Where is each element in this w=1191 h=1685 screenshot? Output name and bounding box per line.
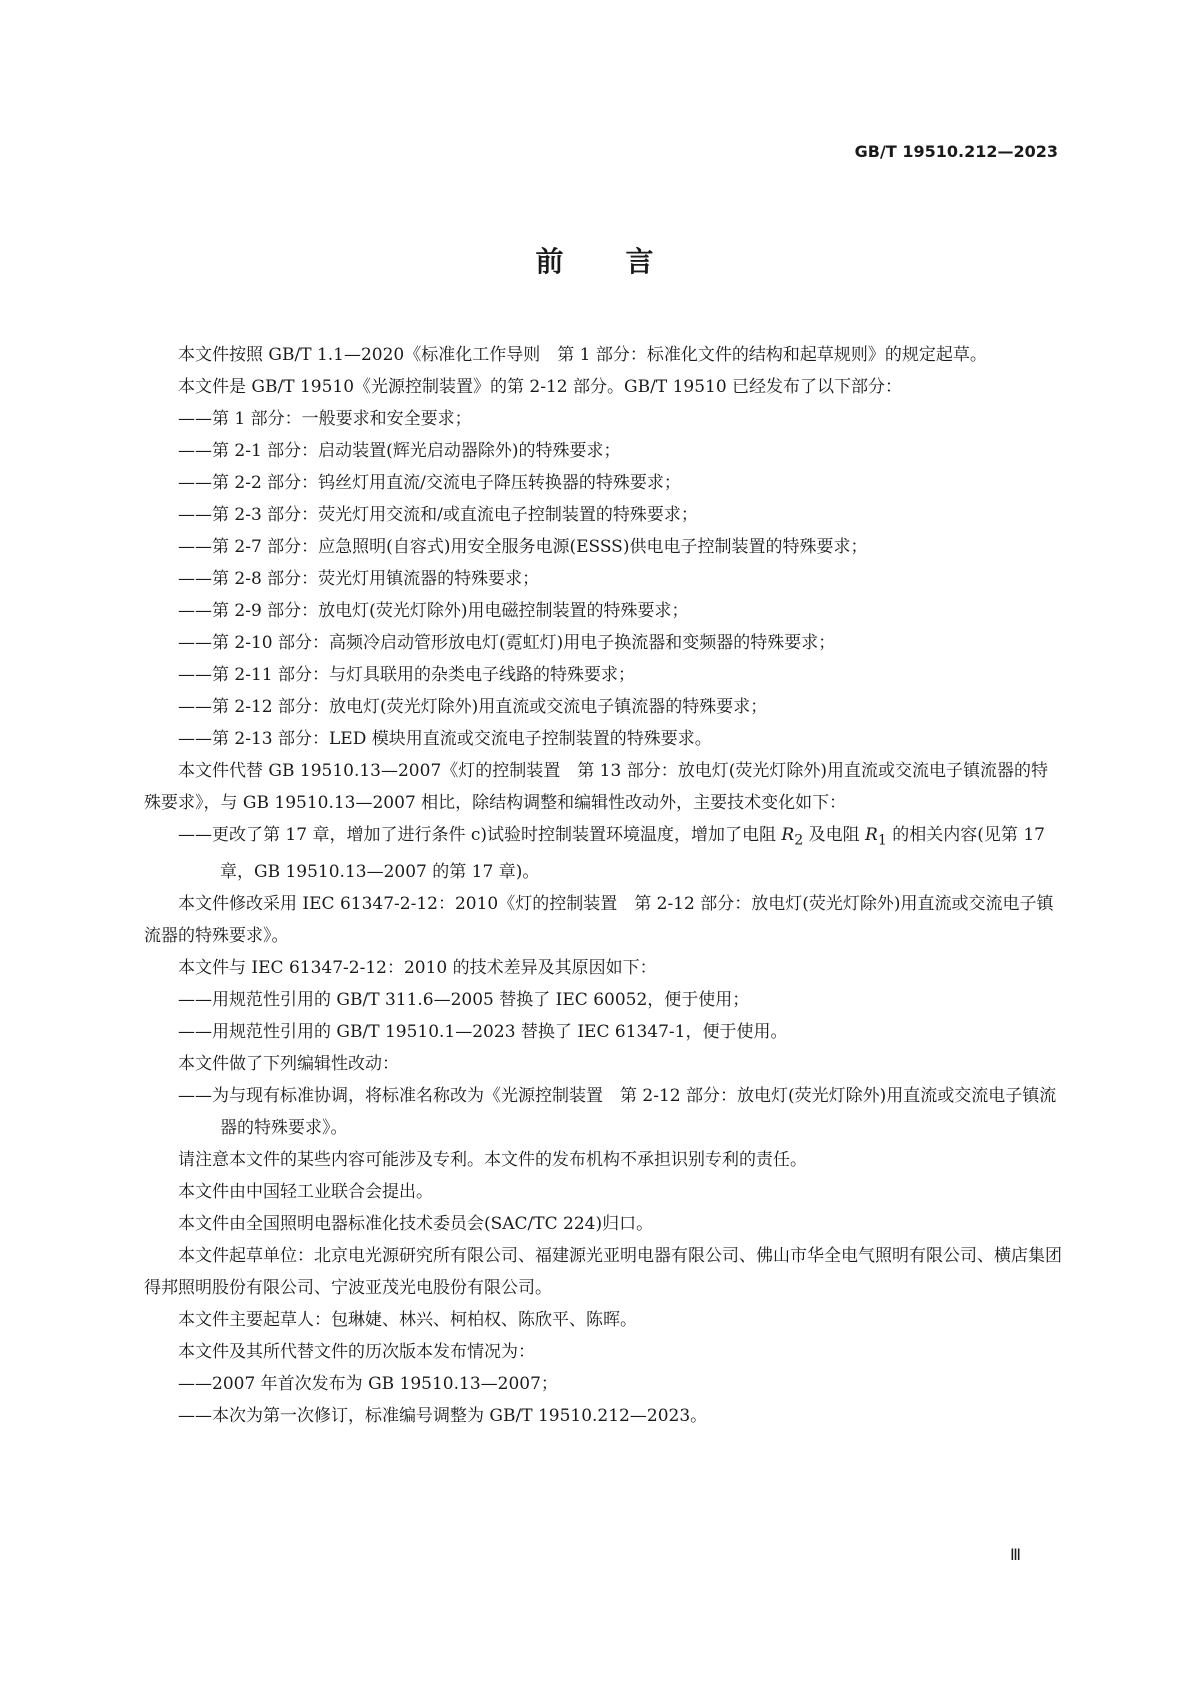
list-item-history: ——本次为第一次修订，标准编号调整为 GB/T 19510.212—2023。 (178, 1406, 708, 1427)
list-item-part: ——第 2-11 部分：与灯具联用的杂类电子线路的特殊要求； (178, 665, 635, 685)
list-item-part: ——第 2-1 部分：启动装置(辉光启动器除外)的特殊要求； (178, 441, 621, 461)
title-char-2: 言 (625, 245, 656, 278)
title-char-1: 前 (535, 245, 566, 278)
paragraph-replaces: 本文件代替 GB 19510.13—2007《灯的控制装置 第 13 部分：放电灯(荧光灯除外)用直流或交流电子镇流器的特殊要求》，与 GB 19510.13—2007 相比，除结构调整和编辑性改动外，主要技术变化如下： (144, 761, 1048, 813)
change-text-3: 的相关内容(见第 17 章，GB 19510.13—2007 的第 17 章)。 (220, 825, 1045, 883)
paragraph-editorial-changes: 本文件做了下列编辑性改动： (178, 1054, 399, 1075)
resistor-r1: R (865, 825, 878, 845)
paragraph-version-history: 本文件及其所代替文件的历次版本发布情况为： (178, 1342, 535, 1363)
paragraph-drafters: 本文件主要起草人：包琳婕、林兴、柯柏权、陈欣平、陈晖。 (178, 1310, 637, 1331)
standard-number: GB/T 19510.212—2023 (854, 142, 1058, 161)
change-text-2: 及电阻 (803, 825, 866, 845)
list-item-part: ——第 2-8 部分：荧光灯用镇流器的特殊要求； (178, 569, 540, 589)
list-item-difference: ——用规范性引用的 GB/T 311.6—2005 替换了 IEC 60052，便于使用； (178, 990, 750, 1011)
list-item-change (144, 819, 1062, 888)
paragraph-iec-adoption: 本文件修改采用 IEC 61347-2-12：2010《灯的控制装置 第 2-12 部分：放电灯(荧光灯除外)用直流或交流电子镇流器的特殊要求》。 (144, 894, 1054, 947)
list-item-history: ——2007 年首次发布为 GB 19510.13—2007； (178, 1374, 558, 1395)
paragraph-drafting-rules: 本文件按照 GB/T 1.1—2020《标准化工作导则 第 1 部分：标准化文件的结构和起草规则》的规定起草。 (178, 345, 987, 365)
page-title (0, 240, 1191, 280)
list-item-part: ——第 2-7 部分：应急照明(自容式)用安全服务电源(ESSS)供电电子控制装置的特殊要求； (178, 537, 868, 557)
list-item-part: ——第 2-9 部分：放电灯(荧光灯除外)用电磁控制装置的特殊要求； (178, 601, 689, 621)
paragraph-drafting-units: 本文件起草单位：北京电光源研究所有限公司、福建源光亚明电器有限公司、佛山市华全电气照明有限公司、横店集团得邦照明股份有限公司、宁波亚茂光电股份有限公司。 (144, 1246, 1062, 1299)
list-item-editorial: ——为与现有标准协调，将标准名称改为《光源控制装置 第 2-12 部分：放电灯(荧光灯除外)用直流或交流电子镇流器的特殊要求》。 (178, 1086, 1057, 1139)
paragraph-proposer: 本文件由中国轻工业联合会提出。 (178, 1182, 433, 1203)
list-item-part: ——第 2-13 部分：LED 模块用直流或交流电子控制装置的特殊要求。 (178, 729, 712, 749)
paragraph-committee: 本文件由全国照明电器标准化技术委员会(SAC/TC 224)归口。 (178, 1214, 654, 1235)
resistor-r2: R (781, 825, 795, 845)
page-number: Ⅲ (1009, 1545, 1021, 1564)
paragraph-patent-notice: 请注意本文件的某些内容可能涉及专利。本文件的发布机构不承担识别专利的责任。 (178, 1150, 807, 1171)
list-item-part: ——第 2-12 部分：放电灯(荧光灯除外)用直流或交流电子镇流器的特殊要求； (178, 697, 768, 717)
change-text-1: ——更改了第 17 章，增加了进行条件 c)试验时控制装置环境温度，增加了电阻 (178, 825, 782, 845)
list-item-part: ——第 1 部分：一般要求和安全要求； (178, 409, 472, 429)
resistor-r2-subscript: 2 (794, 832, 804, 849)
resistor-r1-subscript: 1 (877, 832, 887, 849)
foreword-body (144, 339, 1062, 1432)
list-item-difference: ——用规范性引用的 GB/T 19510.1—2023 替换了 IEC 61347-1，便于使用。 (178, 1022, 788, 1043)
list-item-part: ——第 2-2 部分：钨丝灯用直流/交流电子降压转换器的特殊要求； (178, 473, 681, 493)
paragraph-technical-differences: 本文件与 IEC 61347-2-12：2010 的技术差异及其原因如下： (178, 958, 657, 979)
list-item-part: ——第 2-3 部分：荧光灯用交流和/或直流电子控制装置的特殊要求； (178, 505, 698, 525)
paragraph-series-intro: 本文件是 GB/T 19510《光源控制装置》的第 2-12 部分。GB/T 19510 已经发布了以下部分： (178, 377, 903, 397)
list-item-part: ——第 2-10 部分：高频冷启动管形放电灯(霓虹灯)用电子换流器和变频器的特殊要求； (178, 633, 836, 653)
